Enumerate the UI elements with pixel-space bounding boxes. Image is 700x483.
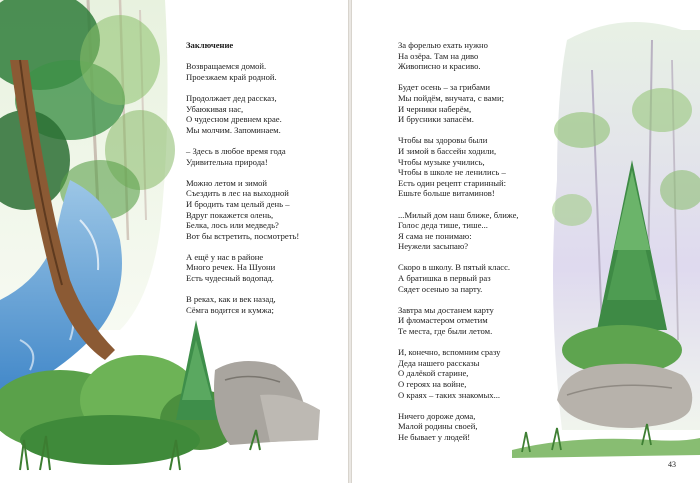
poem-line: На озёра. Там на диво xyxy=(398,50,479,61)
poem-line: Я сама не понимаю: xyxy=(398,230,472,241)
poem-line: Вдруг покажется олень, xyxy=(186,209,274,220)
poem-line: Малой родины своей, xyxy=(398,421,478,432)
stanza xyxy=(186,178,344,242)
stanza xyxy=(398,40,568,72)
stanza xyxy=(398,82,568,124)
left-text-column xyxy=(186,40,344,326)
poem-line: Есть чудесный водопад. xyxy=(186,273,274,284)
poem-line: Продолжает дед рассказ, xyxy=(186,92,277,103)
poem-line: Можно летом и зимой xyxy=(186,177,268,188)
poem-title: Заключение xyxy=(186,40,234,50)
poem-line: Завтра мы достанем карту xyxy=(398,304,494,315)
poem-line: Белка, лось или медведь? xyxy=(186,220,279,231)
right-page xyxy=(352,0,700,483)
poem-line: Проезжаем край родной. xyxy=(186,71,277,82)
stanza xyxy=(186,146,344,167)
poem-line: В реках, как и век назад, xyxy=(186,294,276,305)
stanza xyxy=(398,411,568,443)
poem-line: О героях на войне, xyxy=(398,379,467,389)
poem-line: И бродить там целый день – xyxy=(186,198,290,209)
poem-line: А ещё у нас в районе xyxy=(186,251,264,262)
poem-line: Будет осень – за грибами xyxy=(398,82,490,93)
stanza xyxy=(398,305,568,337)
stanza xyxy=(186,61,344,82)
stanza xyxy=(398,135,568,199)
poem-line: ...Милый дом наш ближе, ближе, xyxy=(398,209,519,220)
poem-line: За форелью ехать нужно xyxy=(398,40,488,50)
poem-line: Убаюкивая нас, xyxy=(186,103,244,114)
poem-line: Чтобы в школе не ленились – xyxy=(398,167,506,178)
poem-line: Удивительна природа! xyxy=(186,156,268,167)
left-page xyxy=(0,0,348,483)
stanza xyxy=(186,93,344,135)
poem-line: О чудесном древнем крае. xyxy=(186,114,282,125)
poem-line: Мы молчим. Запоминаем. xyxy=(186,124,281,135)
stanza xyxy=(398,210,568,252)
poem-line: Голос деда тише, тише... xyxy=(398,220,488,231)
stanza xyxy=(186,252,344,284)
poem-line: Скоро в школу. В пятый класс. xyxy=(398,262,511,273)
poem-line: Возвращаемся домой. xyxy=(186,61,267,72)
poem-line: – Здесь в любое время года xyxy=(186,145,286,156)
poem-line: Не бывает у людей! xyxy=(398,431,471,442)
poem-line: Неужели засыпаю? xyxy=(398,241,469,252)
stanza xyxy=(398,262,568,294)
poem-line: Живописно и красиво. xyxy=(398,61,481,72)
stanza xyxy=(398,347,568,400)
poem-line: Вот бы встретить, посмотреть! xyxy=(186,230,300,241)
poem-line: Сёмга водится и кумжа; xyxy=(186,304,274,315)
poem-line: Сядет осенью за парту. xyxy=(398,283,483,294)
poem-line: И черники наберём, xyxy=(398,103,472,114)
poem-line: Ешьте больше витаминов! xyxy=(398,188,495,199)
stanza xyxy=(186,294,344,315)
poem-line: Чтобы вы здоровы были xyxy=(398,135,488,146)
poem-line: И зимой в бассейн ходили, xyxy=(398,145,497,156)
page-number: 43 xyxy=(668,460,676,469)
poem-line: Мы пойдём, внучата, с вами; xyxy=(398,92,504,103)
poem-line: Есть один рецепт старинный: xyxy=(398,177,507,188)
poem-line: Много речек. На Шуони xyxy=(186,262,276,273)
right-text-column xyxy=(398,40,568,453)
poem-line: И брусники запасём. xyxy=(398,114,474,125)
poem-line: Чтобы музыке учились, xyxy=(398,156,485,167)
poem-line: И, конечно, вспомним сразу xyxy=(398,347,501,358)
poem-line: О далёкой старине, xyxy=(398,368,469,379)
poem-line: Те места, где были летом. xyxy=(398,326,493,337)
poem-line: А братишка в первый раз xyxy=(398,273,491,284)
poem-line: И фломастером отметим xyxy=(398,315,488,326)
poem-line: Съездить в лес на выходной xyxy=(186,188,289,199)
poem-line: Деда нашего рассказы xyxy=(398,357,480,368)
poem-line: Ничего дороже дома, xyxy=(398,410,476,421)
poem-line: О краях – таких знакомых... xyxy=(398,389,501,400)
